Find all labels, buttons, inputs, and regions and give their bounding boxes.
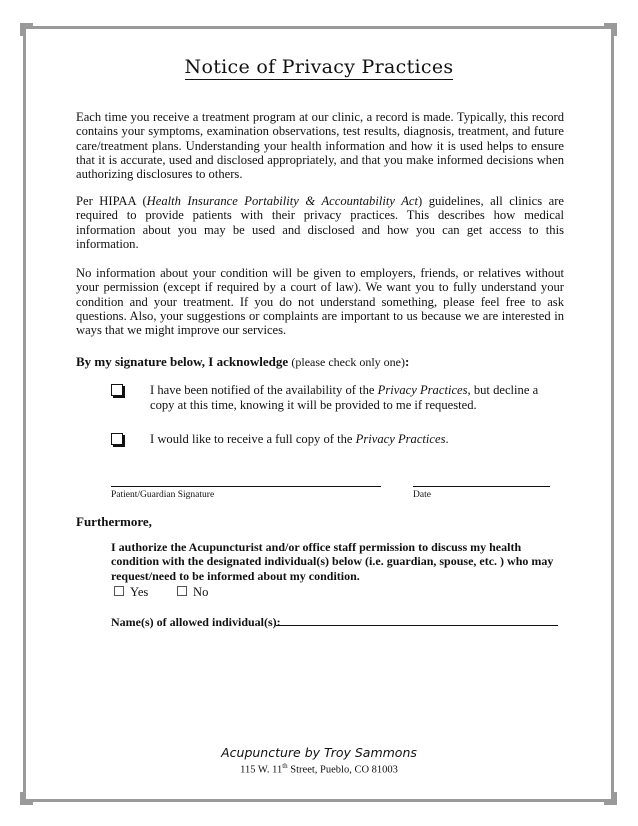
allowed-individuals-label: Name(s) of allowed individual(s): [111,615,281,629]
option2-italic: Privacy Practices [355,432,446,446]
patient-signature-label: Patient/Guardian Signature [111,490,215,500]
option1-suffix: , but decline a copy at this time, knowing it will be provided to me if requested. [150,383,539,412]
date-label: Date [413,490,431,500]
yes-checkbox[interactable] [114,586,124,596]
corner-ornament-top-left [20,23,33,36]
yes-option[interactable] [114,585,148,600]
paragraph-confidentiality: No information about your condition will be given to employers, friends, or relatives without your permission (except if required by a court of law). We want you to fully understand your condition and your treatment. If you do not understand something, please feel free to ask questions. Also, your suggestions or complaints are important to us because we are interested in ways that we might improve our services. [76,266,564,338]
no-checkbox[interactable] [177,586,187,596]
option-request-label [150,432,550,447]
acknowledge-text: By my signature below, I acknowledge [76,354,289,369]
yes-label: Yes [130,585,149,599]
title-text: Notice of Privacy Practices [184,56,454,78]
address-number: 115 W. 11 [240,764,283,776]
request-copy-checkbox[interactable] [111,433,123,445]
allowed-individuals-field[interactable] [276,625,558,626]
paragraph-records: Each time you receive a treatment program at our clinic, a record is made. Typically, this record contains your symptoms, examination observations, test results, diagnosis, treatment, and future care/treatment plans. Understanding your health information and how it is used helps to ensure that it is accurate, used and disclosed appropriately, and that you make informed decisions when authorizing disclosures to others. [76,110,564,182]
option-decline-label [150,383,550,413]
page-title [0,56,638,78]
hipaa-prefix: Per HIPAA ( [76,194,147,208]
address-sup: th [282,762,288,770]
corner-ornament-bottom-left [20,792,33,805]
corner-ornament-bottom-right [604,792,617,805]
acknowledge-heading [76,354,409,370]
acknowledge-note: (please check only one) [291,355,405,369]
date-line[interactable] [413,486,550,487]
address-rest: Street, Pueblo, CO 81003 [287,764,398,776]
option2-prefix: I would like to receive a full copy of the [150,432,356,446]
practice-address [0,762,638,776]
option1-prefix: I have been notified of the availability of the [150,383,378,397]
hipaa-act-name: Health Insurance Portability & Accountability Act [146,194,418,208]
no-label: No [193,585,209,599]
practice-name: Acupuncture by Troy Sammons [221,745,417,760]
option1-italic: Privacy Practices [377,383,468,397]
patient-signature-line[interactable] [111,486,381,487]
authorization-statement: I authorize the Acupuncturist and/or office staff permission to discuss my health condition with the designated individual(s) below (i.e. guardian, spouse, etc. ) who may request/need to be informed about my condition. [111,540,554,583]
no-option[interactable] [177,585,208,600]
hipaa-suffix: ) guidelines, all clinics are required to provide patients with their privacy practices. This describes how medical information about you may be used and disclosed and how you can get access to this information. [76,194,564,251]
decline-copy-checkbox[interactable] [111,384,123,396]
option2-suffix: . [445,432,449,446]
furthermore-heading: Furthermore, [76,514,152,529]
paragraph-hipaa [76,194,564,251]
corner-ornament-top-right [604,23,617,36]
acknowledge-colon: : [404,354,410,369]
